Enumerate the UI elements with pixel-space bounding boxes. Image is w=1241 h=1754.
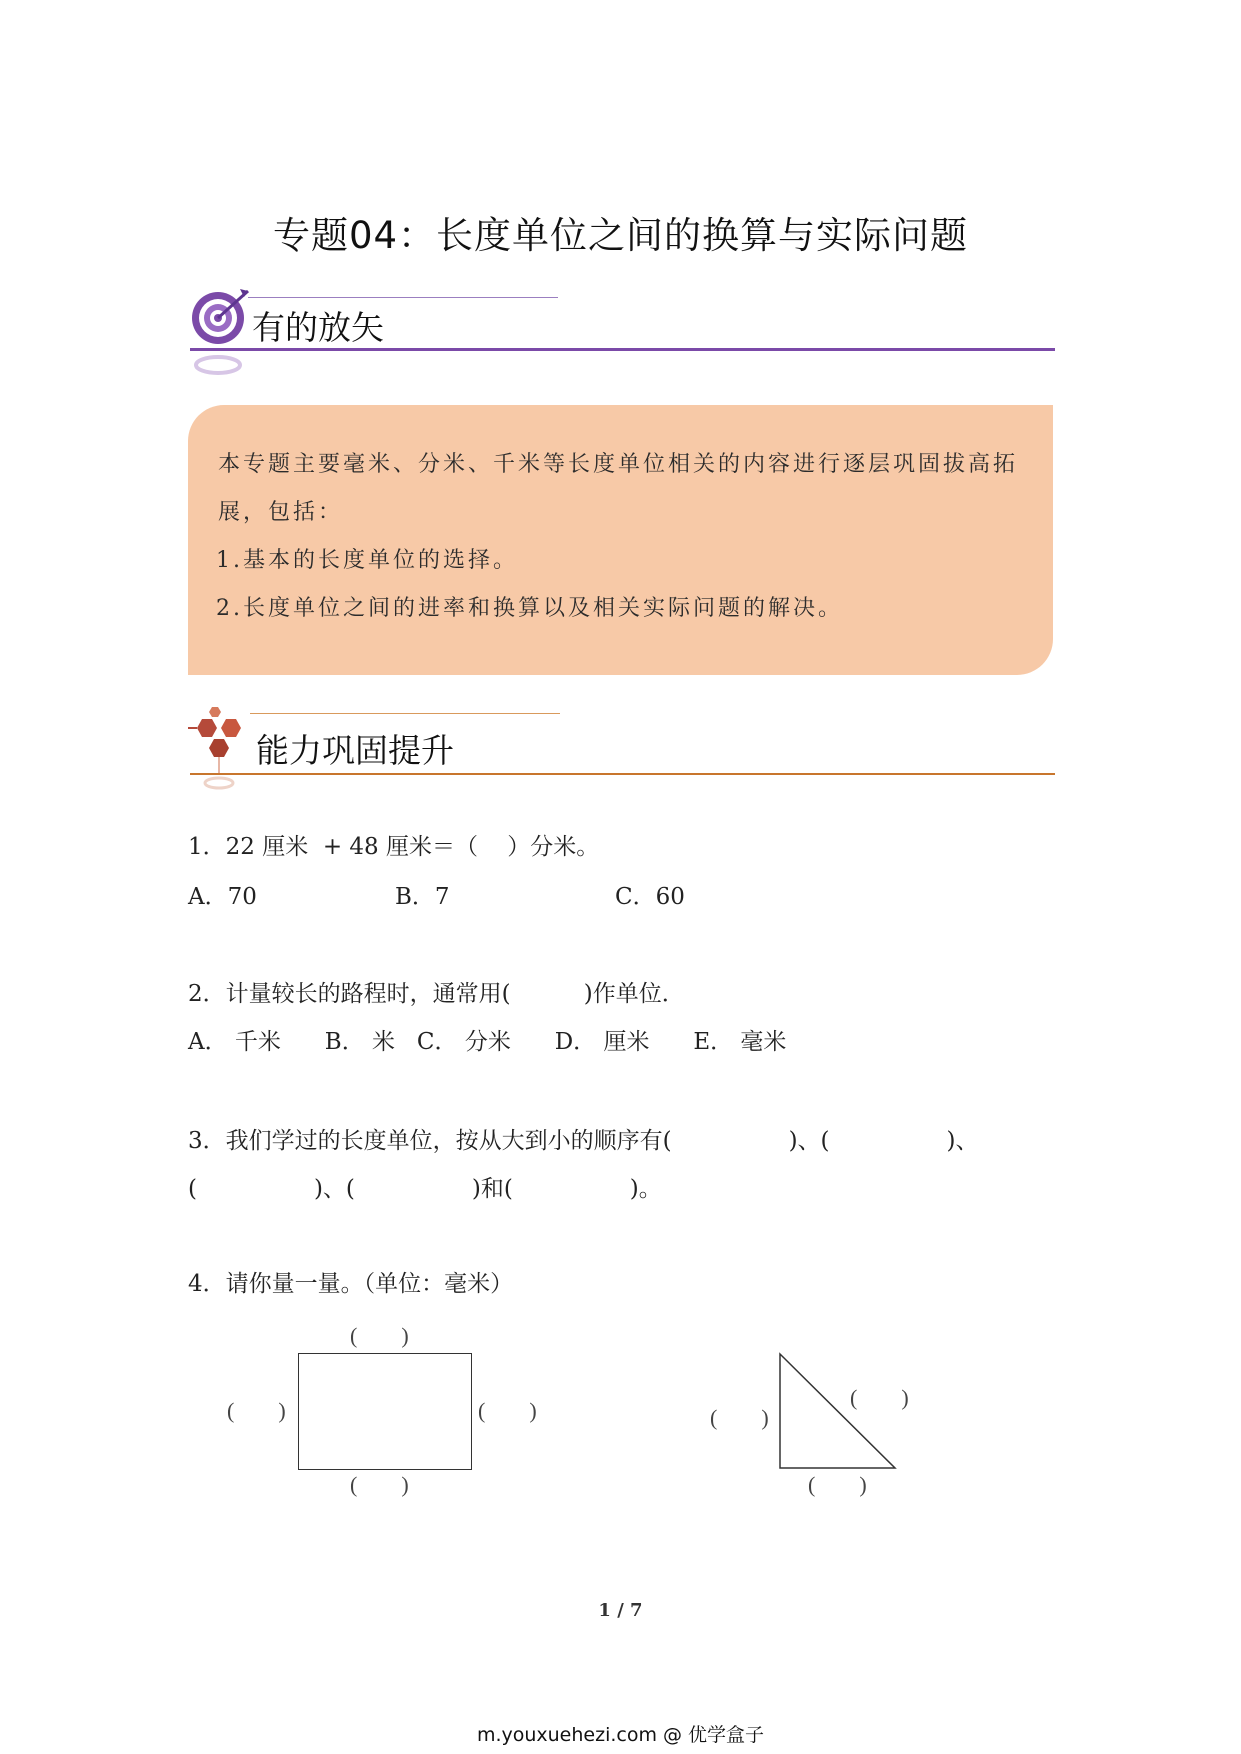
rect-left-blank: ( ) [227, 1398, 286, 1423]
intro-box [188, 405, 1053, 675]
intro-line-4: 2.长度单位之间的进率和换算以及相关实际问题的解决。 [216, 596, 843, 621]
tri-hypotenuse-blank: ( ) [850, 1385, 909, 1410]
tri-bottom-blank: ( ) [808, 1472, 867, 1497]
question-3-line-1: 3．我们学过的长度单位，按从大到小的顺序有( )、( )、 [188, 1128, 979, 1154]
target-icon [190, 285, 260, 375]
intro-line-1: 本专题主要毫米、分米、千米等长度单位相关的内容进行逐层巩固拔高拓 [218, 452, 1019, 477]
rect-right-blank: ( ) [478, 1398, 537, 1423]
section-rule-top [248, 297, 558, 298]
q1-option-a: A．70 [188, 884, 257, 910]
hexagon-molecule-icon [184, 705, 254, 795]
section-rule [190, 773, 1055, 775]
question-4: 4．请你量一量。（单位：毫米） [188, 1271, 514, 1297]
triangle-figure [775, 1350, 900, 1472]
question-1: 1．22 厘米 + 48 厘米＝（ ）分米。 [188, 834, 600, 860]
section-title-goal: 有的放矢 [252, 308, 384, 347]
section-rule-top [250, 713, 560, 714]
question-3-line-2: ( )、( )和( )。 [188, 1176, 662, 1202]
tri-left-blank: ( ) [710, 1405, 769, 1430]
q2-options: A． 千米 B． 米 C． 分米 D． 厘米 E． 毫米 [188, 1029, 787, 1055]
intro-line-2: 展，包括： [218, 500, 344, 525]
q1-option-c: C．60 [615, 884, 685, 910]
rectangle-figure [298, 1353, 472, 1470]
question-2: 2．计量较长的路程时，通常用( )作单位． [188, 981, 685, 1007]
section-header-goal [190, 285, 1055, 375]
section-rule [190, 348, 1055, 351]
page-title: 专题04：长度单位之间的换算与实际问题 [272, 214, 969, 257]
page-number: 1 / 7 [598, 1600, 643, 1621]
rect-bottom-blank: ( ) [350, 1472, 409, 1497]
footer-watermark: m.youxuehezi.com @ 优学盒子 [476, 1724, 765, 1746]
section-title-ability: 能力巩固提升 [256, 731, 454, 770]
intro-line-3: 1.基本的长度单位的选择。 [216, 548, 518, 573]
rect-top-blank: ( ) [350, 1323, 409, 1348]
q1-option-b: B．7 [395, 884, 450, 910]
section-header-ability [190, 705, 1055, 795]
